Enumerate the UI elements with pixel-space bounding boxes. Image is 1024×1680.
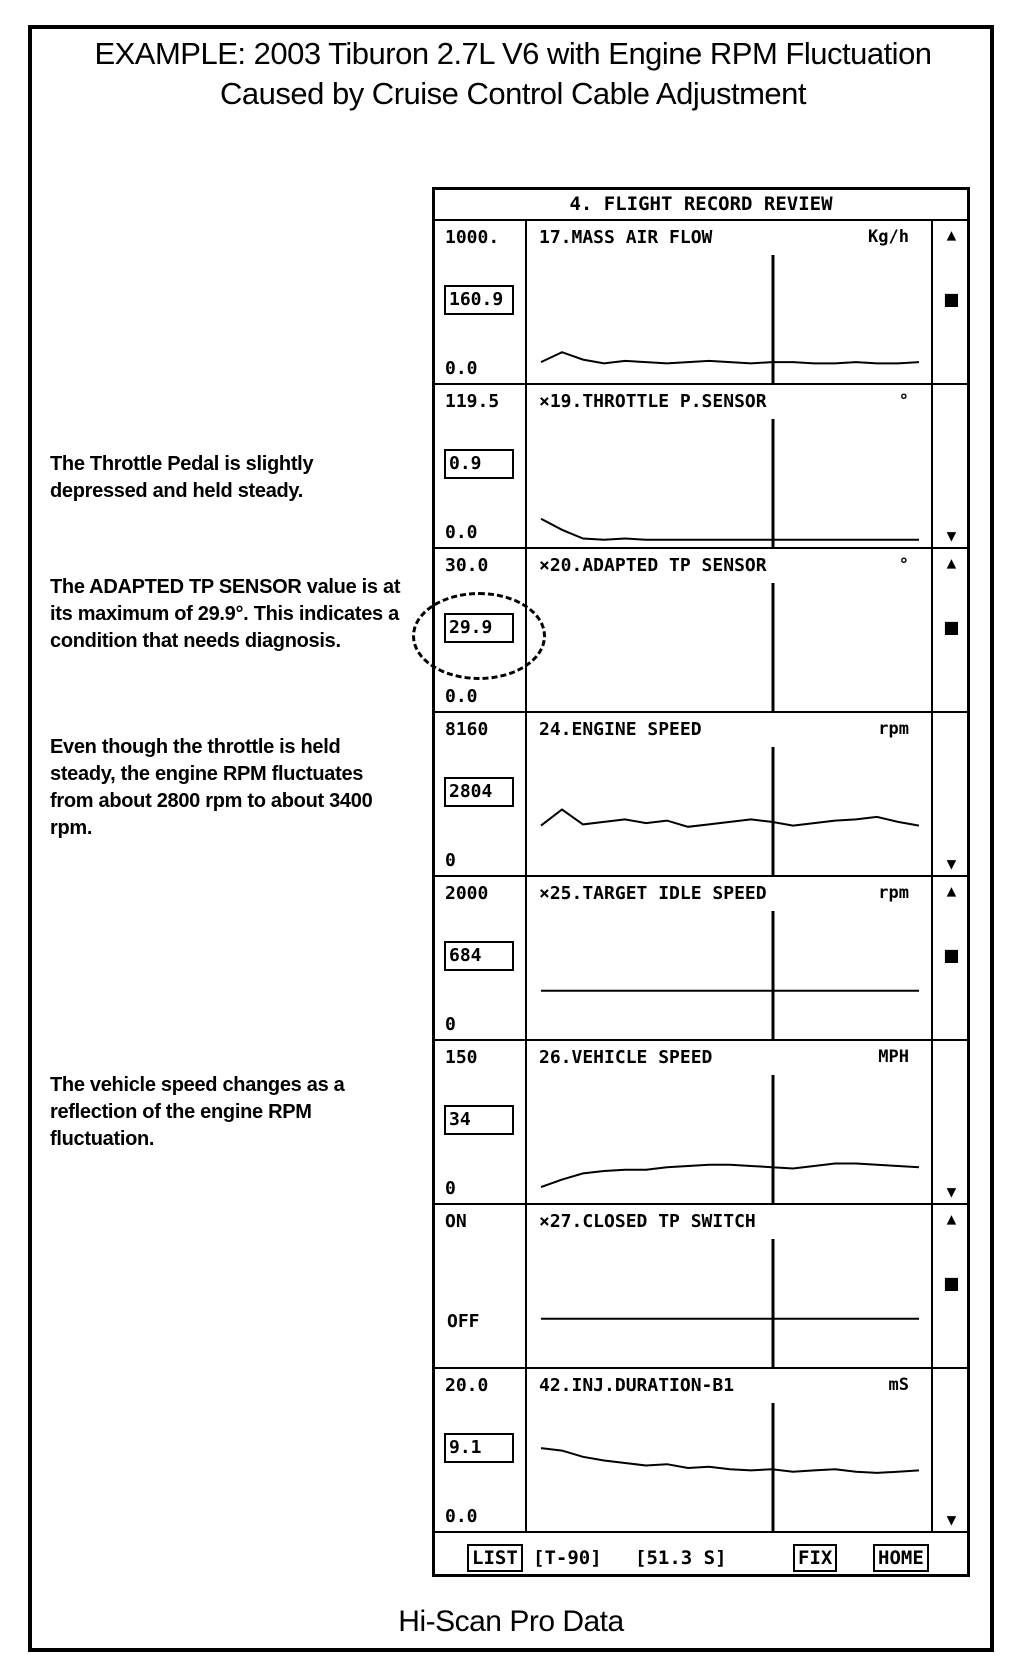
current-value: 9.1 (444, 1433, 514, 1463)
graph-area (527, 1205, 933, 1367)
scroll-column (933, 877, 970, 1039)
scale-min: 0 (445, 1014, 456, 1035)
scroll-up-icon[interactable]: ▲ (946, 881, 957, 900)
parameter-panel (435, 877, 967, 1041)
parameter-panel (435, 1205, 967, 1369)
current-value: 684 (444, 941, 514, 971)
scroll-thumb-icon[interactable]: ■ (944, 943, 959, 968)
parameter-panel (435, 385, 967, 549)
parameter-unit: ° (898, 391, 909, 411)
graph-area (527, 549, 933, 711)
parameter-name: ×25.TARGET IDLE SPEED (539, 883, 767, 904)
scroll-down-icon[interactable]: ▼ (946, 1510, 957, 1529)
trace-line (541, 1164, 919, 1188)
scroll-column (933, 221, 970, 383)
note-throttle-pedal: The Throttle Pedal is slightly depressed and held steady. (50, 453, 314, 502)
scale-max: 2000 (445, 883, 489, 904)
scroll-thumb-icon[interactable]: ■ (944, 287, 959, 312)
parameter-name: ×19.THROTTLE P.SENSOR (539, 391, 767, 412)
highlight-circle (412, 592, 546, 680)
scroll-thumb-icon[interactable]: ■ (944, 615, 959, 640)
scale-max: 119.5 (445, 391, 500, 412)
scale-max: 8160 (445, 719, 489, 740)
scale-column (435, 877, 527, 1039)
trace-plot (527, 877, 933, 1041)
current-value: OFF (447, 1311, 480, 1332)
current-value: 160.9 (444, 285, 514, 315)
parameter-panel (435, 713, 967, 877)
current-value: 2804 (444, 777, 514, 807)
current-value: 0.9 (444, 449, 514, 479)
scroll-down-icon[interactable]: ▼ (946, 854, 957, 873)
home-button[interactable]: HOME (873, 1544, 929, 1572)
current-value: 34 (444, 1105, 514, 1135)
trigger-label: [T-90] (533, 1547, 602, 1569)
parameter-name: 24.ENGINE SPEED (539, 719, 702, 740)
scale-min: 0.0 (445, 358, 478, 379)
parameter-unit: rpm (878, 883, 909, 903)
graph-area (527, 1041, 933, 1203)
time-label: [51.3 S] (635, 1547, 727, 1569)
scale-min: 0.0 (445, 1506, 478, 1527)
scan-tool-screen (432, 187, 970, 1577)
fix-button[interactable]: FIX (793, 1544, 837, 1572)
list-button[interactable]: LIST (467, 1544, 523, 1572)
scroll-up-icon[interactable]: ▲ (946, 553, 957, 572)
graph-area (527, 385, 933, 547)
screen-title: 4. FLIGHT RECORD REVIEW (435, 190, 967, 221)
status-bar (435, 1541, 967, 1577)
trace-plot (527, 1041, 933, 1205)
scroll-up-icon[interactable]: ▲ (946, 1209, 957, 1228)
note-vehicle-speed: The vehicle speed changes as a reflection of the engine RPM fluctuation. (50, 1074, 345, 1150)
scale-column (435, 1369, 527, 1531)
scroll-column (933, 549, 970, 711)
scroll-up-icon[interactable]: ▲ (946, 225, 957, 244)
parameter-panel (435, 1041, 967, 1205)
scale-column (435, 1041, 527, 1203)
parameter-panel (435, 1369, 967, 1533)
graph-area (527, 877, 933, 1039)
trace-line (541, 519, 919, 540)
scale-min: 0.0 (445, 522, 478, 543)
scroll-column (933, 1041, 970, 1203)
scale-max: 30.0 (445, 555, 489, 576)
scale-column (435, 221, 527, 383)
scroll-column (933, 1369, 970, 1531)
trace-plot (527, 549, 933, 713)
scale-max: 150 (445, 1047, 478, 1068)
trace-line (541, 1448, 919, 1473)
current-value: 29.9 (444, 613, 514, 643)
trace-plot (527, 713, 933, 877)
parameter-name: 42.INJ.DURATION-B1 (539, 1375, 735, 1396)
parameter-unit: mS (888, 1375, 909, 1395)
scroll-down-icon[interactable]: ▼ (946, 1182, 957, 1201)
scroll-column (933, 1205, 970, 1367)
parameter-name: 17.MASS AIR FLOW (539, 227, 713, 248)
parameter-unit: rpm (878, 719, 909, 739)
parameter-unit: ° (898, 555, 909, 575)
scroll-column (933, 385, 970, 547)
scale-max: 20.0 (445, 1375, 489, 1396)
note-engine-rpm: Even though the throttle is held steady, the engine RPM fluctuates from about 2800 rpm to about 3400 rpm. (50, 736, 373, 839)
scale-max: ON (445, 1211, 467, 1232)
note-adapted-tp: The ADAPTED TP SENSOR value is at its maximum of 29.9°. This indicates a condition that needs diagnosis. (50, 576, 401, 652)
parameter-name: ×27.CLOSED TP SWITCH (539, 1211, 756, 1232)
scale-column (435, 385, 527, 547)
scale-max: 1000. (445, 227, 500, 248)
graph-area (527, 221, 933, 383)
parameter-name: 26.VEHICLE SPEED (539, 1047, 713, 1068)
scale-column (435, 713, 527, 875)
trace-plot (527, 221, 933, 385)
title-line-2: Caused by Cruise Control Cable Adjustment (219, 76, 807, 111)
trace-line (541, 352, 919, 363)
trace-line (541, 810, 919, 827)
scale-min: 0 (445, 1178, 456, 1199)
parameter-unit: MPH (878, 1047, 909, 1067)
scale-min: 0.0 (445, 686, 478, 707)
parameter-unit: Kg/h (868, 227, 909, 247)
graph-area (527, 713, 933, 875)
trace-plot (527, 385, 933, 549)
trace-plot (527, 1369, 933, 1533)
footer-caption: Hi-Scan Pro Data (398, 1605, 624, 1638)
parameter-panel (435, 221, 967, 385)
scroll-thumb-icon[interactable]: ■ (944, 1271, 959, 1296)
graph-area (527, 1369, 933, 1531)
scroll-down-icon[interactable]: ▼ (946, 526, 957, 545)
scroll-column (933, 713, 970, 875)
figure-title (34, 34, 992, 114)
parameter-name: ×20.ADAPTED TP SENSOR (539, 555, 767, 576)
title-line-1: EXAMPLE: 2003 Tiburon 2.7L V6 with Engine RPM Fluctuation (94, 36, 932, 71)
trace-plot (527, 1205, 933, 1369)
scale-column (435, 1205, 527, 1367)
scale-min: 0 (445, 850, 456, 871)
